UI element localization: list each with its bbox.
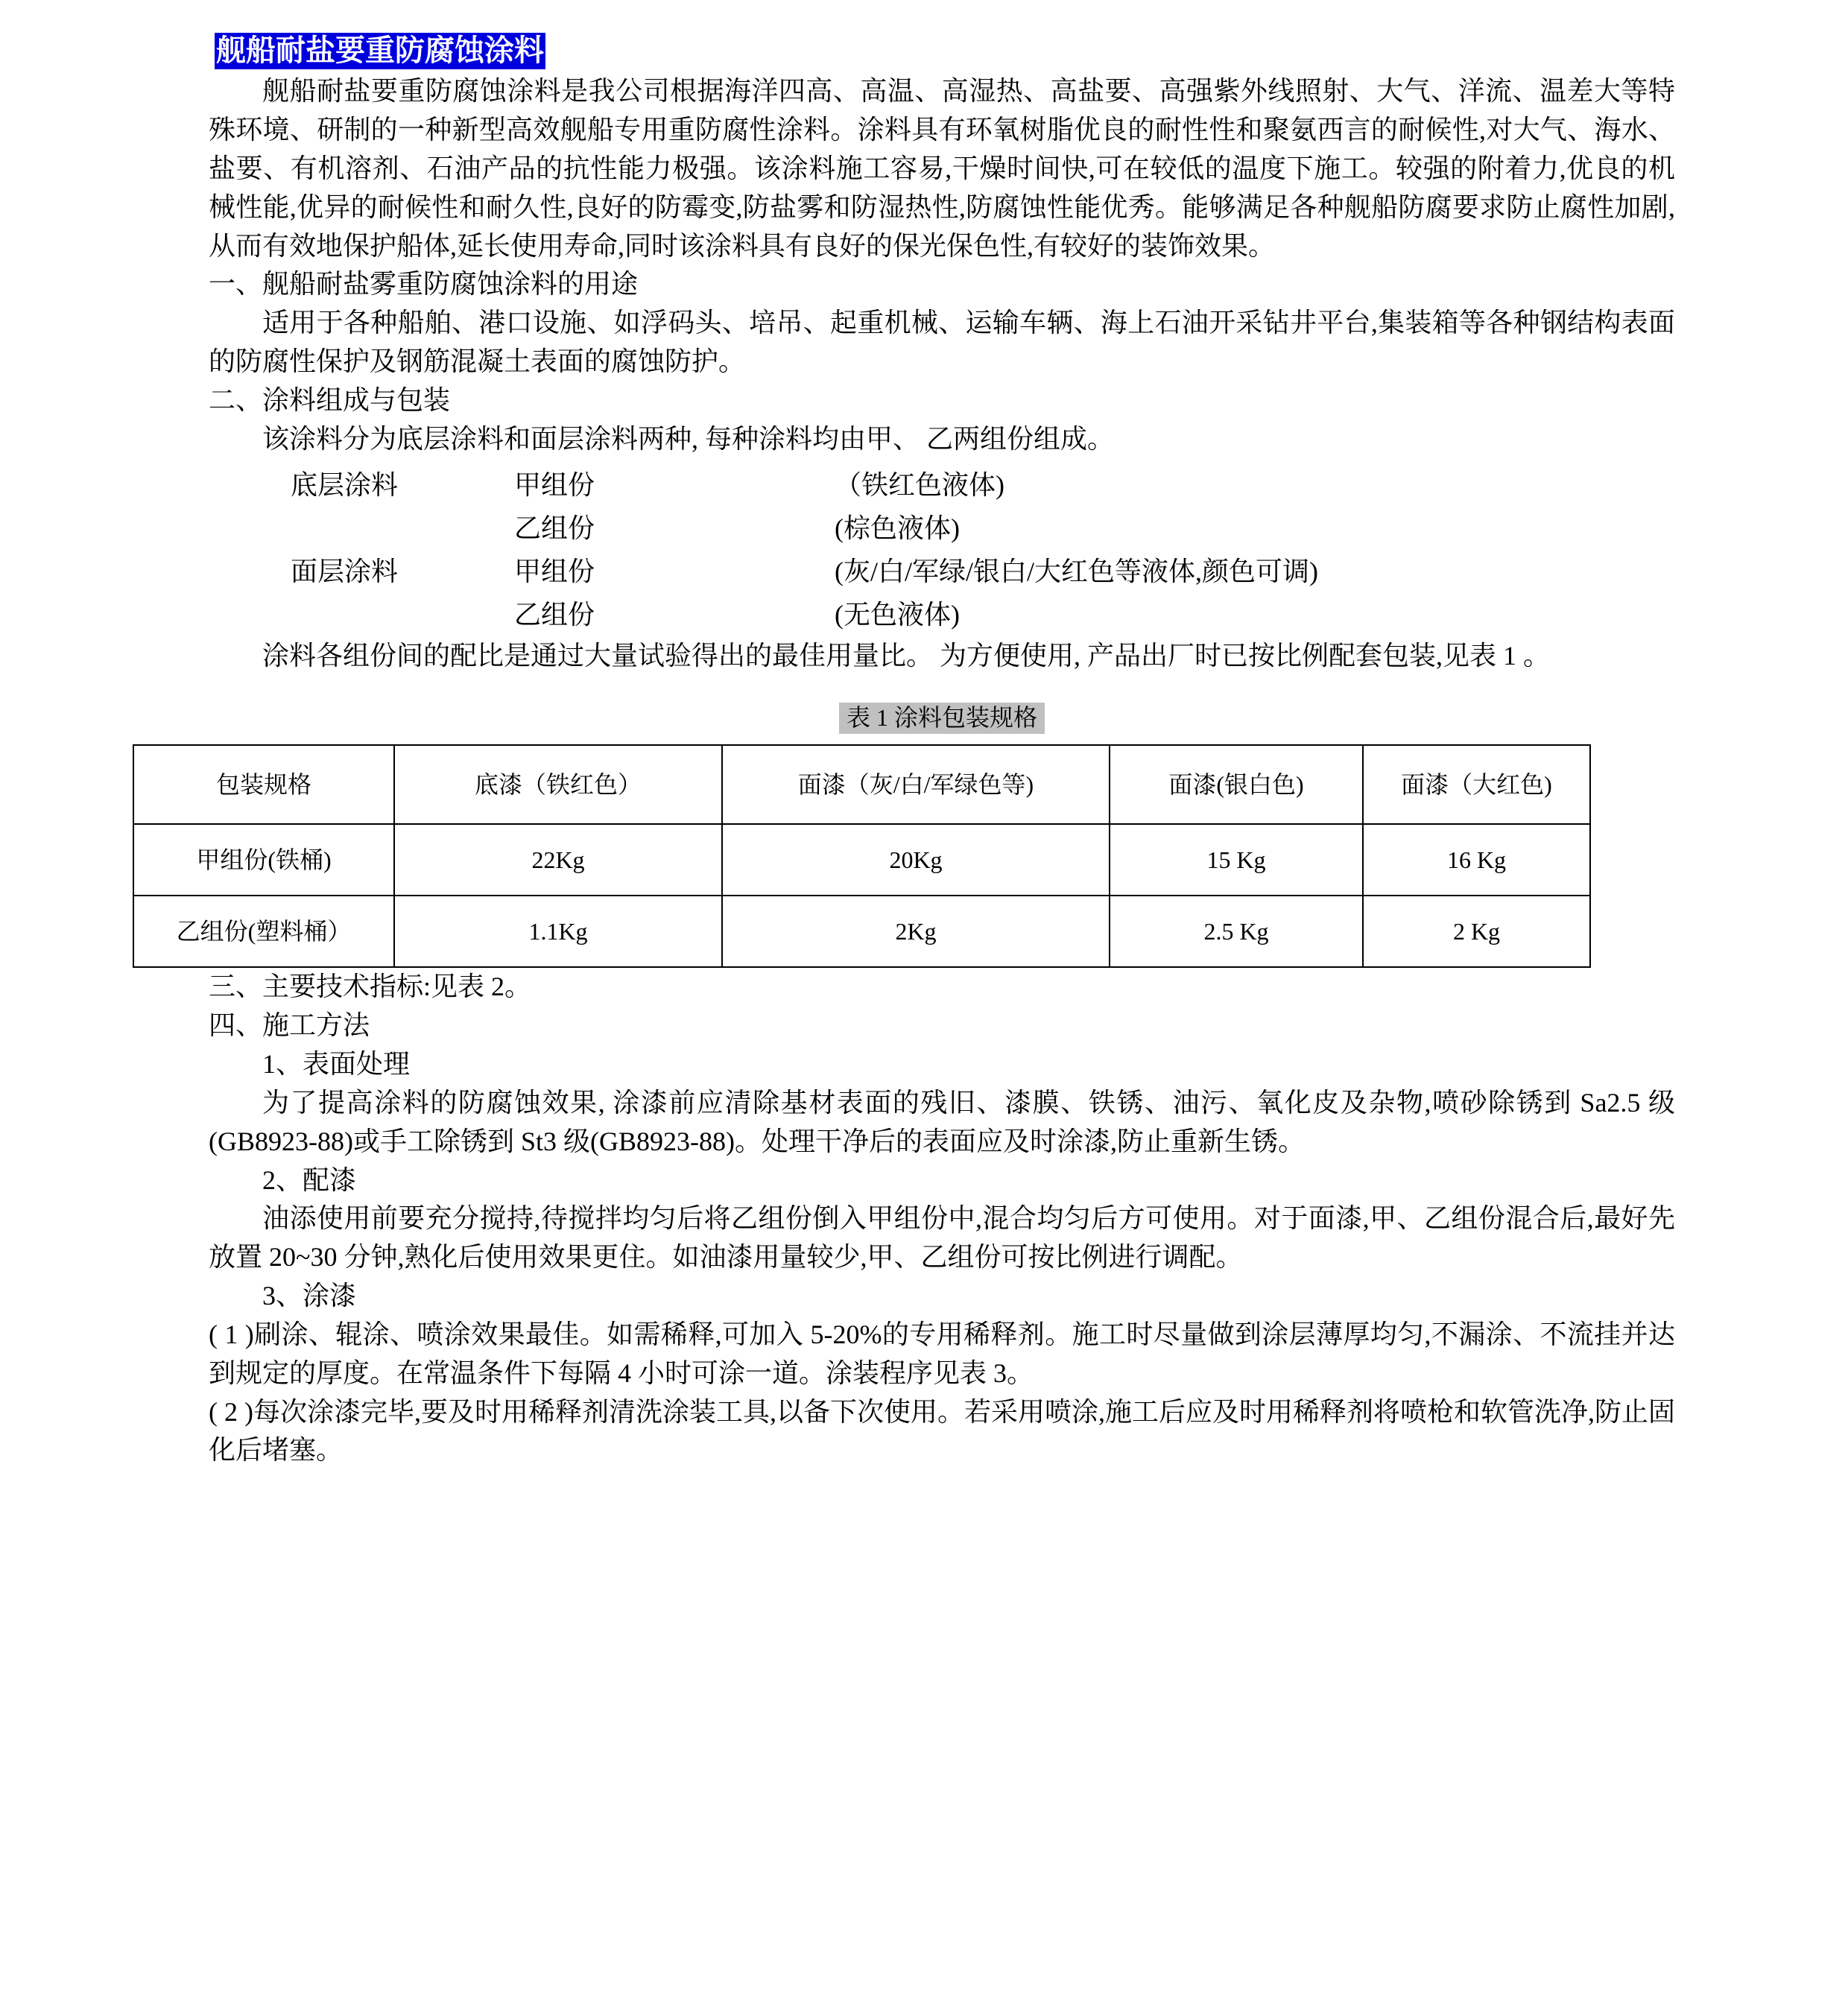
table-one-caption-text: 表 1 涂料包装规格: [839, 703, 1045, 734]
page-title: [209, 33, 1675, 68]
section-four-item3-line2: ( 2 )每次涂漆完毕,要及时用稀释剂清洗涂装工具,以备下次使用。若采用喷涂,施工后应及时用稀释剂将喷枪和软管洗净,防止固化后堵塞。: [209, 1396, 1675, 1466]
table-cell: 2.5 Kg: [1110, 896, 1363, 967]
component-desc: (无色液体): [835, 599, 960, 630]
component-layer: 底层涂料: [291, 470, 399, 501]
section-four-item2-body: 油添使用前要充分搅持,待搅拌均匀后将乙组份倒入甲组份中,混合均匀后方可使用。对于面漆,甲、乙组份混合后,最好先放置 20~30 分钟,熟化后使用效果更住。如油漆用量较少,甲、乙组份可按比例进行调配。: [209, 1203, 1675, 1273]
table-cell: 16 Kg: [1363, 824, 1590, 896]
section-one-heading: 一、舰船耐盐雾重防腐蚀涂料的用途: [209, 269, 639, 300]
table-header-cell: 包装规格: [133, 745, 394, 824]
table-header-cell: 面漆（灰/白/军绿色等): [722, 745, 1110, 824]
component-desc: (棕色液体): [835, 513, 960, 544]
component-list: [209, 464, 1318, 636]
component-layer: 面层涂料: [291, 557, 399, 587]
section-one-body: 适用于各种船舶、港口设施、如浮码头、培吊、起重机械、运输车辆、海上石油开采钻井平台,集装箱等各种钢结构表面的防腐性保护及钢筋混凝土表面的腐蚀防护。: [209, 308, 1675, 376]
section-four-item2-title: 2、配漆: [262, 1165, 357, 1195]
component-desc: （铁红色液体): [835, 470, 1004, 501]
section-three-heading: 三、主要技术指标:见表 2。: [209, 972, 532, 1002]
table-cell: 20Kg: [722, 824, 1110, 896]
table-cell: 22Kg: [394, 824, 722, 896]
packaging-spec-table: [133, 744, 1591, 968]
section-two-note: 涂料各组份间的配比是通过大量试验得出的最佳用量比。 为方便使用, 产品出厂时已按比例配套包装,见表 1 。: [262, 640, 1551, 671]
table-row-label: 甲组份(铁桶): [133, 824, 394, 896]
table-row: [133, 824, 1590, 896]
component-part: 乙组份: [514, 513, 595, 544]
table-header-cell: 面漆(银白色): [1110, 745, 1363, 824]
component-row: [209, 464, 1318, 507]
table-cell: 2 Kg: [1363, 896, 1590, 967]
section-four-item3-line1: ( 1 )刷涂、辊涂、喷涂效果最佳。如需稀释,可加入 5-20%的专用稀释剂。施工时尽量做到涂层薄厚均匀,不漏涂、不流挂并达到规定的厚度。在常温条件下每隔 4 小时可涂一道。涂装程序见表 3。: [209, 1319, 1675, 1388]
table-cell: 2Kg: [722, 896, 1110, 967]
section-four-item3-title: 3、涂漆: [262, 1281, 357, 1311]
table-header-cell: 面漆（大红色): [1363, 745, 1590, 824]
intro-paragraph: 舰船耐盐要重防腐蚀涂料是我公司根据海洋四高、高温、高湿热、高盐要、高强紫外线照射、大气、洋流、温差大等特殊环境、研制的一种新型高效舰船专用重防腐性涂料。涂料具有环氧树脂优良的耐性性和聚氨西言的耐候性,对大气、海水、盐要、有机溶剂、石油产品的抗性能力极强。该涂料施工容易,干燥时间快,可在较低的温度下施工。较强的附着力,优良的机械性能,优异的耐候性和耐久性,良好的防霉变,防盐雾和防湿热性,防腐蚀性能优秀。能够满足各种舰船防腐要求防止腐性加剧,从而有效地保护船体,延长使用寿命,同时该涂料具有良好的保光保色性,有较好的装饰效果。: [209, 76, 1675, 261]
section-four-item1-body: 为了提高涂料的防腐蚀效果, 涂漆前应清除基材表面的残旧、漆膜、铁锈、油污、氧化皮及杂物,喷砂除锈到 Sa2.5 级(GB8923-88)或手工除锈到 St3 级(GB8923-88)。处理干净后的表面应及时涂漆,防止重新生锈。: [209, 1087, 1675, 1156]
table-row: [133, 896, 1590, 967]
component-part: 甲组份: [514, 557, 595, 587]
component-part: 甲组份: [514, 470, 595, 501]
table-one-caption: [209, 701, 1675, 735]
section-four-heading: 四、施工方法: [209, 1010, 370, 1041]
component-desc: (灰/白/军绿/银白/大红色等液体,颜色可调): [835, 557, 1318, 587]
page-title-text: 舰船耐盐要重防腐蚀涂料: [215, 33, 545, 69]
component-row: [209, 551, 1318, 594]
table-header-row: [133, 745, 1590, 824]
table-row-label: 乙组份(塑料桶）: [133, 896, 394, 967]
section-two-heading: 二、涂料组成与包装: [209, 384, 451, 415]
table-header-cell: 底漆（铁红色）: [394, 745, 722, 824]
component-row: [209, 594, 1318, 637]
component-layer: [209, 594, 514, 637]
table-cell: 1.1Kg: [394, 896, 722, 967]
component-part: 乙组份: [514, 599, 595, 630]
component-layer: [209, 507, 514, 551]
section-two-body: 该涂料分为底层涂料和面层涂料两种, 每种涂料均由甲、 乙两组份组成。: [262, 423, 1115, 454]
component-row: [209, 507, 1318, 551]
section-four-item1-title: 1、表面处理: [262, 1049, 411, 1080]
table-cell: 15 Kg: [1110, 824, 1363, 896]
